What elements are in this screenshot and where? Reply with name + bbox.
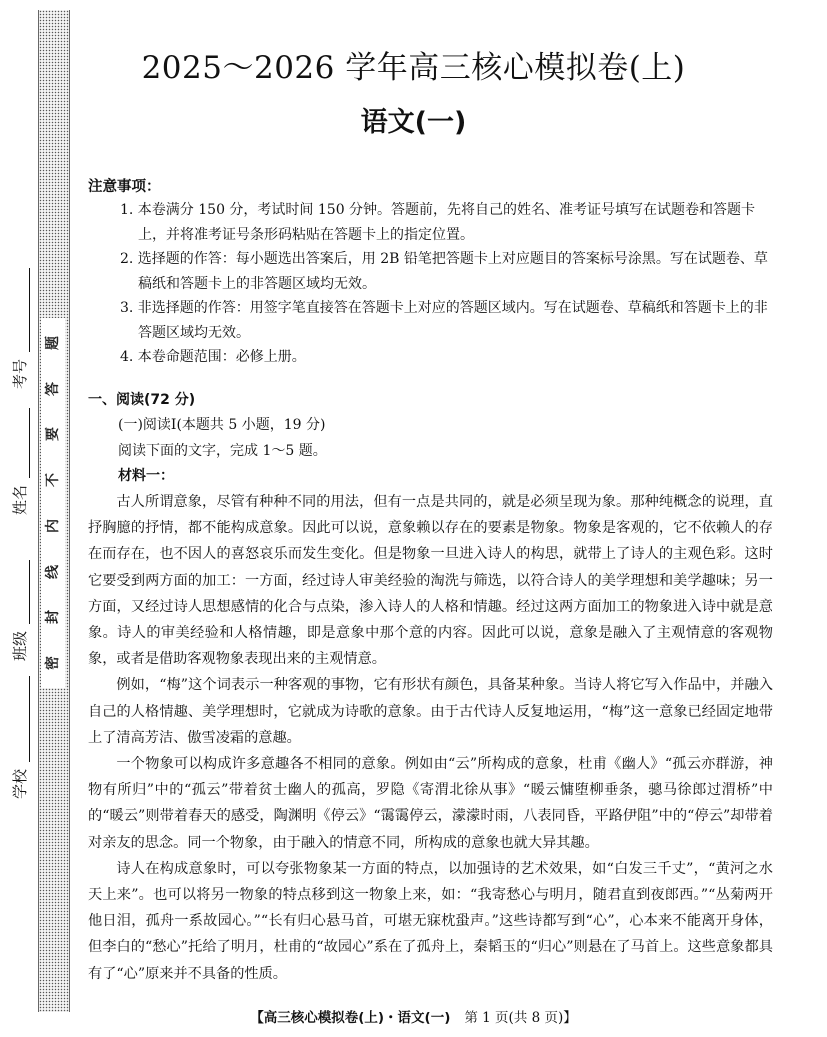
notice-item: 4. 本卷命题范围：必修上册。 xyxy=(120,349,306,365)
fill-line xyxy=(29,676,30,762)
seal-char: 封 xyxy=(45,610,61,625)
passage-paragraph: 一个物象可以构成许多意趣各不相同的意象。例如由“云”所构成的意象，杜甫《幽人》“孤云亦群游，神物有所归”中的“孤云”带着贫士幽人的孤高，罗隐《寄渭北徐从事》“暖云慵堕柳垂条，骢马徐郎过渭桥”中的“暖云”则带着春天的感受，陶渊明《停云》“霭霭停云，濛濛时雨，八表同昏，平路伊阻”中的“停云”却带着对亲友的思念。同一个物象，由于融入的情意不同，所构成的意象也就大异其趣。 xyxy=(88,756,773,851)
reading-passage xyxy=(88,489,773,987)
class-label: 班级 xyxy=(10,630,29,661)
seal-char: 线 xyxy=(45,564,61,579)
school-label: 学校 xyxy=(10,768,29,799)
seal-char: 要 xyxy=(45,427,61,442)
seal-char: 内 xyxy=(45,518,61,533)
footer-title: 【高三核心模拟卷(上)・语文(一) xyxy=(250,1010,451,1026)
section-heading: 一、阅读(72 分) xyxy=(88,392,196,408)
passage-paragraph: 古人所谓意象，尽管有种种不同的用法，但有一点是共同的，就是必须呈现为象。那种纯概念的说理，直抒胸臆的抒情，都不能构成意象。因此可以说，意象赖以存在的要素是物象。物象是客观的，它不依赖人的存在而存在，也不因人的喜怒哀乐而发生变化。但是物象一旦进入诗人的构思，就带上了诗人的主观色彩。这时它要受到两方面的加工：一方面，经过诗人审美经验的淘洗与筛选，以符合诗人的美学理想和美学趣味；另一方面，又经过诗人思想感情的化合与点染，渗入诗人的人格和情趣。经过这两方面加工的物象进入诗中就是意象。诗人的审美经验和人格情趣，即是意象中那个意的内容。因此可以说，意象是融入了主观情意的客观物象，或者是借助客观物象表现出来的主观情意。 xyxy=(88,494,773,668)
fill-line xyxy=(29,560,30,624)
name-field[interactable] xyxy=(6,408,32,526)
notice-item: 1. 本卷满分 150 分，考试时间 150 分钟。答题前，先将自己的姓名、准考证号填写在试题卷和答题卡上，并将准考证号条形码粘贴在答题卡上的指定位置。 xyxy=(120,202,756,243)
subject-title: 语文(一) xyxy=(360,107,467,138)
notice-list xyxy=(120,198,775,370)
name-label: 姓名 xyxy=(10,484,29,515)
sub-section-heading: (一)阅读Ⅰ(本题共 5 小题，19 分) xyxy=(118,417,326,433)
exam-number-label: 考号 xyxy=(10,358,29,389)
fill-line xyxy=(29,268,30,352)
passage-paragraph: 诗人在构成意象时，可以夸张物象某一方面的特点，以加强诗的艺术效果，如“白发三千丈”，“黄河之水天上来”。也可以将另一物象的特点移到这一物象上来，如：“我寄愁心与明月，随君直到夜郎西。”“丛菊两开他日泪，孤舟一系故园心。”“长有归心悬马首，可堪无寐枕蛩声。”这些诗都写到“心”，心本来不能离开身体，但李白的“愁心”托给了明月，杜甫的“故园心”系在了孤舟上，秦韬玉的“归心”则悬在了马首上。这些意象都具有了“心”原来并不具备的性质。 xyxy=(88,860,773,982)
passage-paragraph: 例如，“梅”这个词表示一种客观的事物，它有形状有颜色，具备某种象。当诗人将它写入作品中，并融入自己的人格情趣、美学理想时，它就成为诗歌的意象。由于古代诗人反复地运用，“梅”这一意象已经固定地带上了清高芳洁、傲雪凌霜的意趣。 xyxy=(88,677,773,746)
exam-number-field[interactable] xyxy=(6,268,32,393)
notice-heading: 注意事项： xyxy=(88,179,161,195)
class-field[interactable] xyxy=(6,560,32,672)
page-footer xyxy=(0,1006,827,1026)
reading-instruction: 阅读下面的文字，完成 1～5 题。 xyxy=(118,443,327,459)
fill-line xyxy=(29,408,30,478)
seal-char: 密 xyxy=(45,655,61,670)
material-label: 材料一： xyxy=(118,468,174,484)
notice-item: 3. 非选择题的作答：用签字笔直接答在答题卡上对应的答题区域内。写在试题卷、草稿纸和答题卡上的非答题区域均无效。 xyxy=(120,300,768,341)
seal-char: 答 xyxy=(45,381,61,396)
exam-title: 2025～2026 学年高三核心模拟卷(上) xyxy=(141,50,686,86)
seal-char: 题 xyxy=(45,336,61,350)
school-field[interactable] xyxy=(6,676,32,804)
page-number: 第 1 页(共 8 页)】 xyxy=(464,1010,577,1026)
seal-notice xyxy=(41,318,65,688)
seal-char: 不 xyxy=(45,473,61,488)
notice-item: 2. 选择题的作答：每小题选出答案后，用 2B 铅笔把答题卡上对应题目的答案标号涂黑。写在试题卷、草稿纸和答题卡上的非答题区域均无效。 xyxy=(120,251,768,292)
